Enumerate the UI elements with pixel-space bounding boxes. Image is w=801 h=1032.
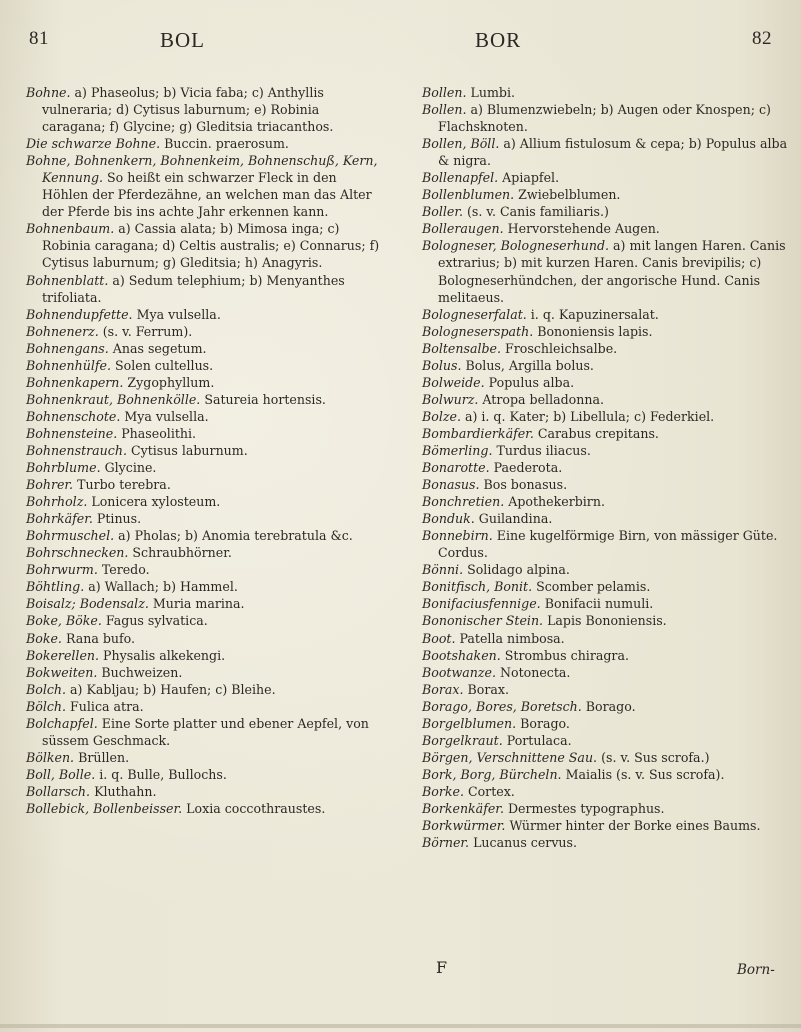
dictionary-entry <box>26 476 381 493</box>
entry-headword: Börgen, Verschnittene Sau. <box>422 749 598 765</box>
dictionary-entry <box>26 544 381 561</box>
dictionary-entry <box>26 561 381 578</box>
dictionary-entry <box>26 630 381 647</box>
entry-headword: Borago, Bores, Boretsch. <box>422 698 582 714</box>
dictionary-entry <box>26 664 381 681</box>
entry-definition: Guilandina. <box>474 511 553 527</box>
entry-definition: (s. v. Canis familiaris.) <box>462 204 609 220</box>
entry-headword: Bohnenhülfe. <box>26 357 111 373</box>
entry-definition: Atropa belladonna. <box>478 391 604 407</box>
dictionary-entry <box>26 527 381 544</box>
entry-headword: Bolch. <box>26 681 67 697</box>
entry-headword: Bollenblumen. <box>422 187 515 203</box>
entry-headword: Bömerling. <box>422 442 493 458</box>
entry-definition: a) Sedum telephium; b) Menyanthes trifoliata. <box>42 272 345 305</box>
entry-headword: Borax. <box>422 681 464 697</box>
entry-headword: Bölken. <box>26 749 75 765</box>
dictionary-entry <box>422 749 794 766</box>
dictionary-entry <box>26 749 381 766</box>
dictionary-entry <box>26 783 381 800</box>
entry-headword: Borkenkäfer. <box>422 800 504 816</box>
entry-definition: Mya vulsella. <box>120 408 209 424</box>
entry-definition: Satureia hortensis. <box>200 391 326 407</box>
entry-definition: a) i. q. Kater; b) Libellula; c) Federkiel. <box>460 408 715 424</box>
entry-headword: Bohnenkraut, Bohnenkölle. <box>26 391 201 407</box>
entry-definition: Teredo. <box>97 562 150 578</box>
entry-definition: Apiapfel. <box>498 170 560 186</box>
entry-headword: Bombardierkäfer. <box>422 425 534 441</box>
entry-definition: Buchweizen. <box>97 664 183 680</box>
dictionary-entry <box>26 578 381 595</box>
entry-headword: Bohnendupfette. <box>26 306 133 322</box>
entry-definition: i. q. Bulle, Bullochs. <box>95 766 227 782</box>
dictionary-entry <box>26 647 381 664</box>
entry-definition: Apothekerbirn. <box>504 494 605 510</box>
dictionary-entry <box>422 340 794 357</box>
dictionary-entry <box>26 459 381 476</box>
dictionary-entry <box>422 408 794 425</box>
running-head-right: BOR <box>475 28 522 52</box>
entry-definition: Zwiebelblumen. <box>514 187 621 203</box>
entry-headword: Boller. <box>422 204 463 220</box>
entry-headword: Bonchretien. <box>422 494 505 510</box>
entry-definition: Phaseolithi. <box>117 425 197 441</box>
entry-headword: Borke. <box>422 783 464 799</box>
dictionary-entry <box>422 169 794 186</box>
entry-headword: Bohrwurm. <box>26 562 98 578</box>
entry-definition: Bolus, Argilla bolus. <box>461 357 594 373</box>
dictionary-entry <box>422 647 794 664</box>
entry-headword: Bonasus. <box>422 477 480 493</box>
entry-definition: Eine Sorte platter und ebener Aepfel, von süssem Geschmack. <box>42 715 369 748</box>
dictionary-entry <box>422 237 794 305</box>
entry-headword: Bohnensteine. <box>26 425 118 441</box>
dictionary-entry <box>422 817 794 834</box>
dictionary-entry <box>26 442 381 459</box>
dictionary-entry <box>422 493 794 510</box>
entry-definition: (s. v. Sus scrofa.) <box>597 749 710 765</box>
entry-definition: Mya vulsella. <box>132 306 221 322</box>
entry-headword: Bolchapfel. <box>26 715 98 731</box>
entry-headword: Bonnebirn. <box>422 528 493 544</box>
entry-headword: Bonifaciusfennige. <box>422 596 541 612</box>
dictionary-entry <box>26 374 381 391</box>
entry-headword: Bohne, Bohnenkern, Bohnenkeim, Bohnenschuß, Kern, Kennung. <box>26 153 378 186</box>
dictionary-entry <box>422 101 794 135</box>
entry-headword: Boll, Bolle. <box>26 766 96 782</box>
dictionary-entry <box>422 715 794 732</box>
entry-headword: Bootwanze. <box>422 664 496 680</box>
dictionary-entry <box>422 442 794 459</box>
entry-headword: Bohrer. <box>26 477 74 493</box>
entry-definition: a) Wallach; b) Hammel. <box>84 579 238 595</box>
dictionary-entry <box>422 800 794 817</box>
entry-headword: Bollen. <box>422 85 467 100</box>
entry-definition: Lapis Bononiensis. <box>543 613 667 629</box>
entry-definition: a) Blumenzwiebeln; b) Augen oder Knospen; c) Flachsknoten. <box>438 102 771 135</box>
dictionary-entry <box>422 595 794 612</box>
dictionary-entry <box>26 595 381 612</box>
entry-headword: Bollen. <box>422 102 467 118</box>
entry-headword: Bohnenblatt. <box>26 272 109 288</box>
entry-headword: Bollenapfel. <box>422 170 499 186</box>
entry-headword: Bohrblume. <box>26 460 101 476</box>
entry-headword: Bollen, Böll. <box>422 136 500 152</box>
dictionary-entry <box>26 715 381 749</box>
entry-definition: Patella nimbosa. <box>455 630 565 646</box>
entry-definition: Hervorstehende Augen. <box>503 221 660 237</box>
dictionary-entry <box>26 766 381 783</box>
entry-definition: Dermestes typographus. <box>503 800 665 816</box>
entry-definition: (s. v. Ferrum). <box>98 323 193 339</box>
dictionary-entry <box>422 698 794 715</box>
dictionary-entry <box>422 681 794 698</box>
entry-definition: Loxia coccothraustes. <box>182 800 326 816</box>
entry-definition: Glycine. <box>100 460 157 476</box>
entry-definition: Kluthahn. <box>90 783 157 799</box>
dictionary-entry <box>422 766 794 783</box>
entry-definition: Zygophyllum. <box>123 374 215 390</box>
entry-headword: Bohnengans. <box>26 340 109 356</box>
entry-definition: Brüllen. <box>74 749 130 765</box>
entry-definition: Maialis (s. v. Sus scrofa). <box>561 766 725 782</box>
dictionary-entry <box>422 476 794 493</box>
dictionary-entry <box>422 306 794 323</box>
entry-definition: Scomber pelamis. <box>532 579 651 595</box>
entry-headword: Böhtling. <box>26 579 85 595</box>
entry-headword: Bohnenstrauch. <box>26 442 127 458</box>
dictionary-entry <box>422 323 794 340</box>
entry-definition: Notonecta. <box>495 664 571 680</box>
entry-definition: Lonicera xylosteum. <box>87 494 221 510</box>
dictionary-entry <box>26 323 381 340</box>
dictionary-entry <box>422 425 794 442</box>
left-column <box>26 84 381 817</box>
entry-headword: Bokerellen. <box>26 647 100 663</box>
dictionary-entry <box>26 681 381 698</box>
entry-headword: Bohrmuschel. <box>26 528 115 544</box>
entry-headword: Bohrholz. <box>26 494 88 510</box>
dictionary-entry <box>422 612 794 629</box>
dictionary-entry <box>422 664 794 681</box>
entry-definition: Turdus iliacus. <box>492 442 591 458</box>
entry-definition: Cortex. <box>463 783 515 799</box>
entry-definition: Strombus chiragra. <box>500 647 629 663</box>
entry-headword: Börner. <box>422 835 470 851</box>
entry-headword: Bootshaken. <box>422 647 501 663</box>
dictionary-entry <box>26 391 381 408</box>
entry-headword: Bohnenschote. <box>26 408 121 424</box>
entry-headword: Boke, Böke. <box>26 613 102 629</box>
entry-headword: Bönni. <box>422 562 464 578</box>
entry-headword: Boot. <box>422 630 456 646</box>
dictionary-entry <box>422 135 794 169</box>
dictionary-entry <box>26 340 381 357</box>
dictionary-entry <box>26 135 381 152</box>
entry-headword: Bolwurz. <box>422 391 479 407</box>
dictionary-entry <box>422 561 794 578</box>
dictionary-entry <box>422 459 794 476</box>
entry-headword: Bolweide. <box>422 374 485 390</box>
entry-definition: Würmer hinter der Borke eines Baums. <box>505 818 761 834</box>
entry-definition: Cytisus laburnum. <box>126 442 248 458</box>
entry-headword: Bonarotte. <box>422 460 490 476</box>
entry-headword: Bolus. <box>422 357 462 373</box>
page-number-left: 81 <box>29 28 49 49</box>
entry-definition: Carabus crepitans. <box>533 425 659 441</box>
dictionary-entry <box>422 220 794 237</box>
entry-definition: a) Phaseolus; b) Vicia faba; c) Anthyllis vulneraria; d) Cytisus laburnum; e) Robinia caragana; f) Glycine; g) Gleditsia triacanthos. <box>42 85 334 135</box>
entry-headword: Bohnenkapern. <box>26 374 124 390</box>
dictionary-entry <box>422 630 794 647</box>
entry-definition: Turbo terebra. <box>73 477 171 493</box>
entry-headword: Bölch. <box>26 698 67 714</box>
entry-definition: Borago. <box>516 715 570 731</box>
dictionary-entry <box>422 510 794 527</box>
entry-definition: a) Cassia alata; b) Mimosa inga; c) Robinia caragana; d) Celtis australis; e) Connarus; f) Cytisus laburnum; g) Gleditsia; h) Anagyris. <box>42 221 380 271</box>
entry-headword: Bologneserfalat. <box>422 306 527 322</box>
entry-headword: Bollebick, Bollenbeisser. <box>26 800 183 816</box>
dictionary-entry <box>422 186 794 203</box>
running-head-left: BOL <box>160 28 205 52</box>
dictionary-entry <box>422 84 794 101</box>
entry-definition: a) Pholas; b) Anomia terebratula &c. <box>114 528 353 544</box>
entry-definition: Physalis alkekengi. <box>99 647 226 663</box>
entry-headword: Bonduk. <box>422 511 475 527</box>
dictionary-entry <box>26 357 381 374</box>
entry-definition: a) mit langen Haren. Canis extrarius; b) mit kurzen Haren. Canis brevipilis; c) Bologneserhündchen, der angorische Hund. Canis melitaeus. <box>438 238 786 305</box>
entry-definition: Solidago alpina. <box>463 562 570 578</box>
entry-headword: Boisalz; Bodensalz. <box>26 596 149 612</box>
dictionary-entry <box>26 510 381 527</box>
entry-definition: Anas segetum. <box>108 340 207 356</box>
dictionary-entry <box>422 357 794 374</box>
entry-headword: Bologneser, Bologneserhund. <box>422 238 610 254</box>
entry-definition: Borago. <box>581 698 636 714</box>
entry-headword: Bokweiten. <box>26 664 98 680</box>
dictionary-entry <box>26 800 381 817</box>
dictionary-entry <box>26 612 381 629</box>
entry-definition: a) Allium fistulosum & cepa; b) Populus alba & nigra. <box>438 136 788 169</box>
entry-definition: Muria marina. <box>148 596 245 612</box>
entry-definition: Bonifacii numuli. <box>540 596 654 612</box>
entry-headword: Bohnenbaum. <box>26 221 115 237</box>
entry-headword: Borkwürmer. <box>422 818 506 834</box>
entry-definition: Rana bufo. <box>61 630 136 646</box>
entry-definition: Fulica atra. <box>66 698 144 714</box>
dictionary-entry <box>26 425 381 442</box>
dictionary-entry <box>422 783 794 800</box>
dictionary-entry <box>422 203 794 220</box>
entry-definition: Lumbi. <box>466 85 515 100</box>
dictionary-entry <box>26 220 381 271</box>
entry-headword: Borgelkraut. <box>422 732 503 748</box>
entry-headword: Boke. <box>26 630 62 646</box>
dictionary-entry <box>422 578 794 595</box>
dictionary-entry <box>26 84 381 135</box>
entry-definition: Fagus sylvatica. <box>101 613 208 629</box>
entry-definition: Eine kugelförmige Birn, von mässiger Güte. Cordus. <box>438 528 778 561</box>
dictionary-entry <box>26 408 381 425</box>
entry-definition: a) Kabljau; b) Haufen; c) Bleihe. <box>66 681 276 697</box>
page-number-right: 82 <box>752 28 772 49</box>
entry-headword: Bohnenerz. <box>26 323 99 339</box>
entry-headword: Borgelblumen. <box>422 715 517 731</box>
dictionary-entry <box>26 698 381 715</box>
dictionary-entry <box>422 732 794 749</box>
entry-definition: Bononiensis lapis. <box>533 323 653 339</box>
page-edge <box>0 1024 801 1028</box>
entry-definition: Schraubhörner. <box>128 545 232 561</box>
dictionary-entry <box>422 527 794 561</box>
entry-definition: Borax. <box>463 681 509 697</box>
entry-headword: Bolze. <box>422 408 461 424</box>
entry-headword: Bolleraugen. <box>422 221 504 237</box>
entry-definition: Bos bonasus. <box>479 477 568 493</box>
entry-headword: Bohrkäfer. <box>26 511 93 527</box>
entry-definition: Froschleichsalbe. <box>501 340 618 356</box>
dictionary-entry <box>26 306 381 323</box>
dictionary-entry <box>26 493 381 510</box>
entry-definition: Paederota. <box>489 460 563 476</box>
entry-definition: So heißt ein schwarzer Fleck in den Höhlen der Pferdezähne, an welchen man das Alter der Pferde bis ins achte Jahr erkennen kann. <box>42 170 372 220</box>
dictionary-entry <box>26 272 381 306</box>
entry-definition: Lucanus cervus. <box>469 835 578 851</box>
entry-headword: Bork, Borg, Bürcheln. <box>422 766 562 782</box>
entry-definition: Populus alba. <box>484 374 575 390</box>
entry-headword: Bohrschnecken. <box>26 545 129 561</box>
entry-headword: Boltensalbe. <box>422 340 502 356</box>
dictionary-entry <box>422 391 794 408</box>
entry-headword: Bononischer Stein. <box>422 613 544 629</box>
catchword: Born- <box>737 962 775 978</box>
dictionary-entry <box>26 152 381 220</box>
entry-headword: Die schwarze Bohne. <box>26 136 161 152</box>
right-column <box>422 84 794 851</box>
entry-headword: Bologneserspath. <box>422 323 534 339</box>
entry-definition: Solen cultellus. <box>111 357 214 373</box>
entry-headword: Bonitfisch, Bonit. <box>422 579 533 595</box>
dictionary-entry <box>422 834 794 851</box>
entry-definition: i. q. Kapuzinersalat. <box>526 306 659 322</box>
dictionary-entry <box>422 374 794 391</box>
entry-definition: Ptinus. <box>92 511 142 527</box>
entry-headword: Bohne. <box>26 85 71 100</box>
signature-mark: F <box>436 958 448 977</box>
entry-definition: Portulaca. <box>502 732 572 748</box>
entry-definition: Buccin. praerosum. <box>160 136 289 152</box>
entry-headword: Bollarsch. <box>26 783 91 799</box>
